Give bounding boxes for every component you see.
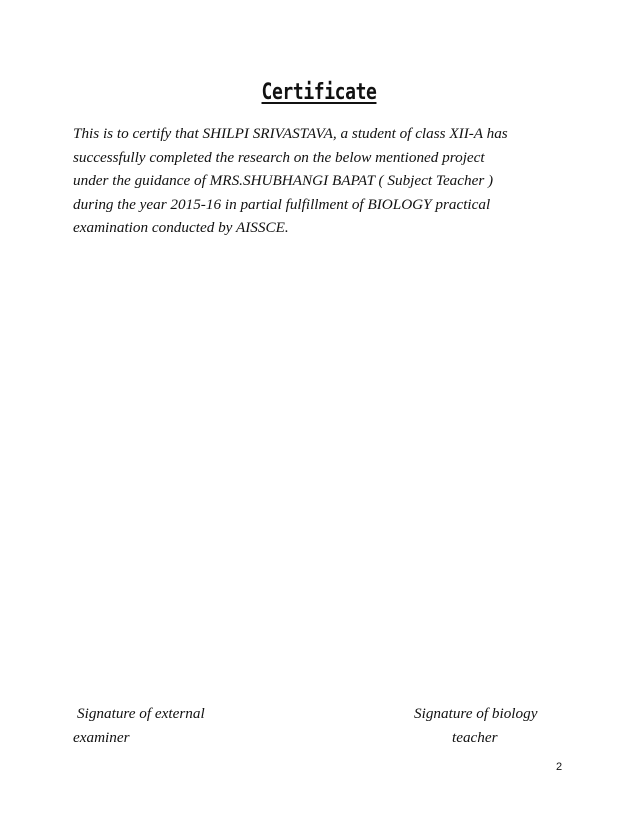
biology-teacher-signature-label-cont: teacher xyxy=(452,729,498,746)
body-line: successfully completed the research on the below mentioned project xyxy=(73,148,485,166)
external-examiner-signature-label-cont: examiner xyxy=(73,729,130,746)
certificate-body xyxy=(73,122,563,240)
certificate-title: Certificate xyxy=(261,80,377,105)
body-line: examination conducted by AISSCE. xyxy=(73,219,289,236)
biology-teacher-signature-label: Signature of biology xyxy=(414,705,538,722)
body-line: under the guidance of MRS.SHUBHANGI BAPAT ( Subject Teacher ) xyxy=(73,172,494,189)
external-examiner-signature-label: Signature of external xyxy=(77,705,205,722)
body-line: during the year 2015-16 in partial fulfillment of BIOLOGY practical xyxy=(73,195,491,213)
body-line: This is to certify that SHILPI SRIVASTAVA, a student of class XII-A has xyxy=(73,125,508,142)
page-number: 2 xyxy=(556,761,563,773)
